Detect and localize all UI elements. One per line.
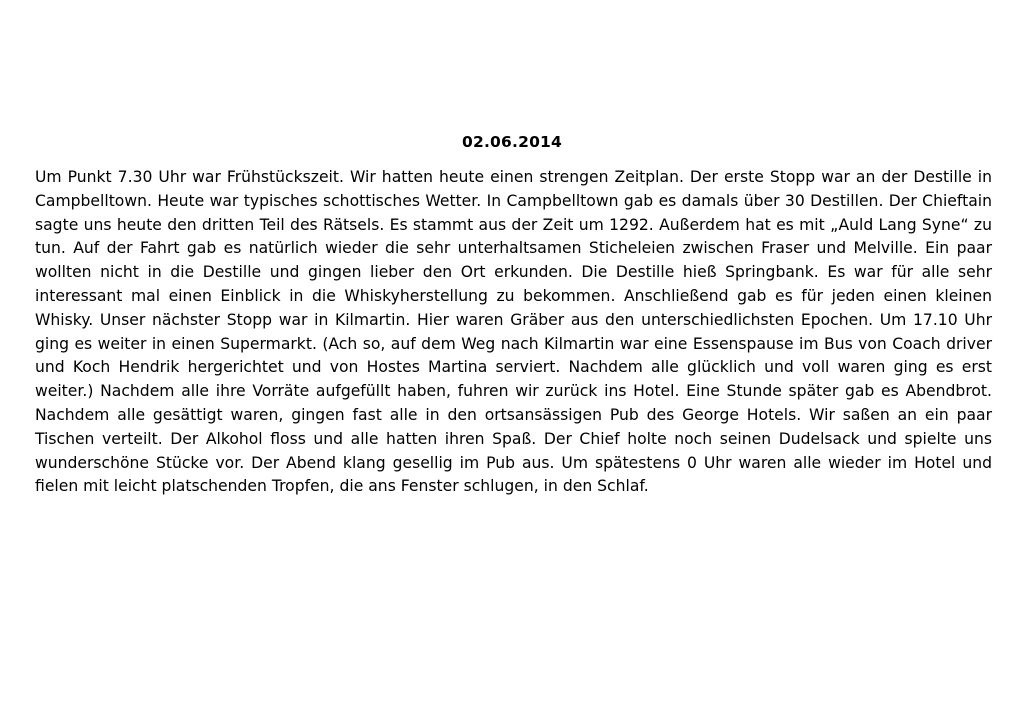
document-date: 02.06.2014 xyxy=(461,133,563,151)
document-body-text: Um Punkt 7.30 Uhr war Frühstückszeit. Wir hatten heute einen strengen Zeitplan. Der erste Stopp war an der Destille in Campbelltown. Heute war typisches schottisches Wetter. In Campbelltown gab es damals über 30 Destillen. Der Chieftain sagte uns heute den dritten Teil des Rätsels. Es stammt aus der Zeit um 1292. Außerdem hat es mit „Auld Lang Syne“ zu tun. Auf der Fahrt gab es natürlich wieder die sehr unterhaltsamen Sticheleien zwischen Fraser und Melville. Ein paar wollten nicht in die Destille und gingen lieber den Ort erkunden. Die Destille hieß Springbank. Es war für alle sehr interessant mal einen Einblick in die Whiskyherstellung zu bekommen. Anschließend gab es für jeden einen kleinen Whisky. Unser nächster Stopp war in Kilmartin. Hier waren Gräber aus den unterschiedlichsten Epochen. Um 17.10 Uhr ging es weiter in einen Supermarkt. (Ach so, auf dem Weg nach Kilmartin war eine Essenspause im Bus von Coach driver und Koch Hendrik hergerichtet und von Hostes Martina serviert. Nachdem alle glücklich und voll waren ging es erst weiter.) Nachdem alle ihre Vorräte aufgefüllt haben, fuhren wir zurück ins Hotel. Eine Stunde später gab es Abendbrot. Nachdem alle gesättigt waren, gingen fast alle in den ortsansässigen Pub des George Hotels. Wir saßen an ein paar Tischen verteilt. Der Alkohol floss und alle hatten ihren Spaß. Der Chief holte noch seinen Dudelsack und spielte uns wunderschöne Stücke vor. Der Abend klang gesellig im Pub aus. Um spätestens 0 Uhr waren alle wieder im Hotel und fielen mit leicht platschenden Tropfen, die ans Fenster schlugen, in den Schlaf. xyxy=(35,168,992,496)
